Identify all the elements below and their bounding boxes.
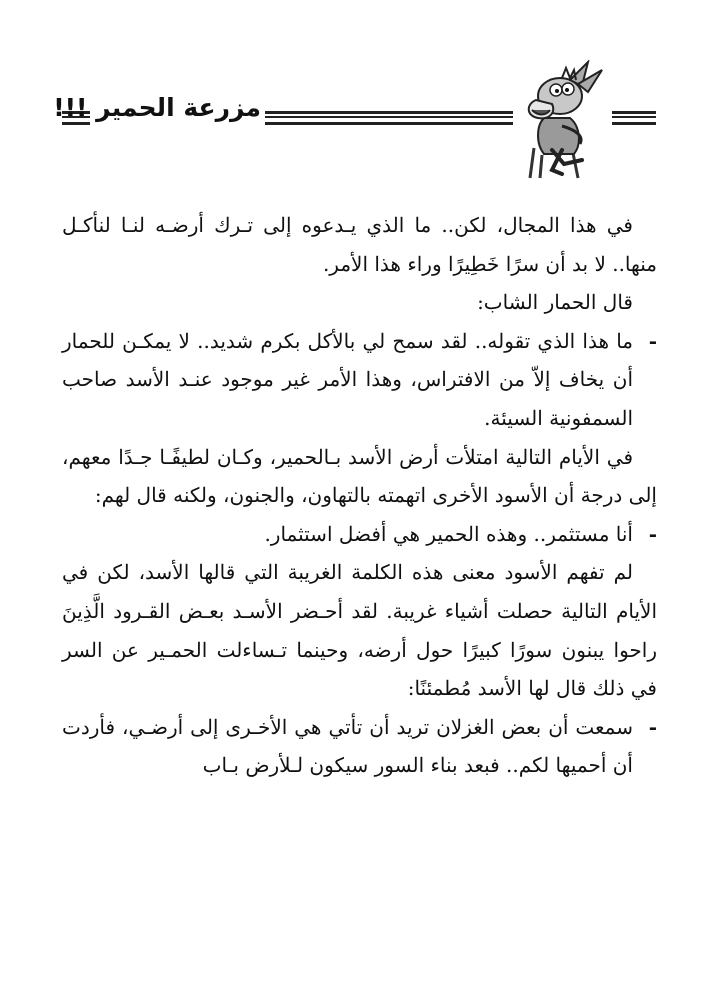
decorative-rule-middle <box>265 111 513 125</box>
dialog-line-2 <box>62 515 657 554</box>
dialog-text: سمعت أن بعض الغزلان تريد أن تأتي هي الأخـرى إلى أرضـي، فأردت أن أحميها لكم.. فبعد بناء السور سيكون لـلأرض بـاب <box>62 714 633 778</box>
dialog-dash: - <box>648 714 657 739</box>
paragraph-2: قال الحمار الشاب: <box>477 290 633 315</box>
dialog-text: أنا مستثمر.. وهذه الحمير هي أفضل استثمار. <box>264 521 633 546</box>
paragraph-1: في هذا المجال، لكن.. ما الذي يـدعوه إلى تـرك أرضـه لنـا لنأكـل منها.. لا بد أن سرًا خَطِيرًا وراء هذا الأمر. <box>62 213 657 276</box>
dialog-dash: - <box>648 328 657 353</box>
paragraph-3: في الأيام التالية امتلأت أرض الأسد بـالحمير، وكـان لطيفًـا جـدًا معهم، إلى درجة أن الأسود الأخرى اتهمته بالتهاون، والجنون، ولكنه قال لهم: <box>62 444 657 508</box>
dialog-line-1 <box>62 322 657 438</box>
dialog-line-3 <box>62 708 657 785</box>
book-title: مزرعة الحمير !!! <box>53 93 261 122</box>
paragraph-4: لم تفهم الأسود معنى هذه الكلمة الغريبة التي قالها الأسد، لكن في الأيام التالية حصلت أشياء غريبة. لقد أحـضر الأسـد بعـض القـرود الَّذِينَ راحوا يبنون سورًا كبيرًا حول أرضه، وحينما تـساءلت الحمـير عن السر في ذلك قال لها الأسد مُطمئنًا: <box>62 560 657 701</box>
decorative-rule-right <box>612 111 656 125</box>
dialog-dash: - <box>648 521 657 546</box>
dialog-text: ما هذا الذي تقوله.. لقد سمح لي بالأكل بكرم شديد.. لا يمكـن للحمار أن يخاف إلاّ من الافتراس، وهذا الأمر غير موجود عنـد الأسد صاحب السمفونية السيئة. <box>62 328 633 430</box>
page-body <box>62 206 657 785</box>
page-header <box>0 60 720 185</box>
donkey-mascot-icon <box>522 60 607 182</box>
